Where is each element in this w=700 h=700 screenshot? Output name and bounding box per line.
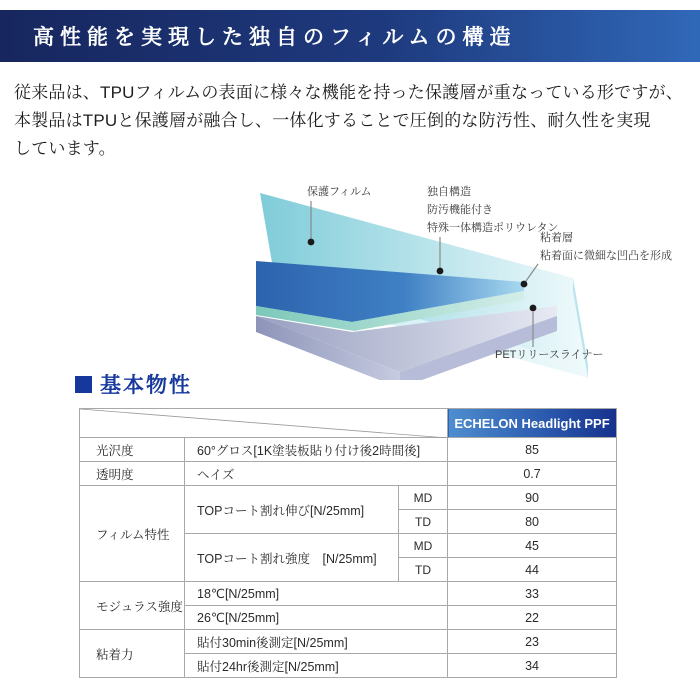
row-direction: TD [399,510,448,534]
product-column-header: ECHELON Headlight PPF [448,409,617,438]
label-antifouling: 防汚機能付き [427,204,493,216]
table-row [80,438,617,462]
row-value: 45 [448,534,617,558]
row-desc: 26℃[N/25mm] [185,606,448,630]
table-row [80,582,617,606]
table-row [80,486,617,510]
intro-line: しています。 [14,139,116,158]
table-header-row [80,409,617,438]
intro-line: 従来品は、TPUフィルムの表面に様々な機能を持った保護層が重なっている形ですが、 [14,83,683,102]
row-category: フィルム特性 [80,486,185,582]
row-value: 80 [448,510,617,534]
film-structure-diagram [250,175,695,380]
table-row [80,630,617,654]
label-unique-structure: 独自構造 [427,186,471,198]
row-desc: 60°グロス[1K塗装板貼り付け後2時間後] [185,438,448,462]
label-polyurethane: 特殊一体構造ポリウレタン [427,222,559,234]
header-blank-cell [80,409,448,438]
row-value: 33 [448,582,617,606]
intro-line: 本製品はTPUと保護層が融合し、一体化することで圧倒的な防汚性、耐久性を実現 [14,111,651,130]
row-category: 光沢度 [80,438,185,462]
row-value: 85 [448,438,617,462]
table-row [80,462,617,486]
row-value: 22 [448,606,617,630]
row-category: モジュラス強度 [80,582,185,630]
label-adhesive-detail: 粘着面に微細な凹凸を形成 [540,250,672,262]
row-desc: TOPコート割れ強度 [N/25mm] [185,534,399,582]
row-category: 粘着力 [80,630,185,678]
basic-properties-heading [75,369,192,399]
label-protective-film: 保護フィルム [307,186,372,198]
row-desc: 貼付30min後測定[N/25mm] [185,630,448,654]
heading-square-icon [75,376,92,393]
row-direction: MD [399,486,448,510]
row-category: 透明度 [80,462,185,486]
row-desc: TOPコート割れ伸び[N/25mm] [185,486,399,534]
heading-text: 基本物性 [100,374,192,397]
intro-paragraph [14,79,690,163]
diagonal-line [80,409,448,438]
row-direction: TD [399,558,448,582]
section-title-bar [0,10,700,62]
row-value: 23 [448,630,617,654]
label-adhesive-layer: 粘着層 [540,232,573,244]
row-value: 34 [448,654,617,678]
row-desc: 18℃[N/25mm] [185,582,448,606]
page-title: 高性能を実現した独自のフィルムの構造 [33,24,517,49]
label-pet-liner: PETリリースライナー [495,349,604,361]
properties-table [79,408,617,678]
film-layers-illustration [250,175,695,380]
row-desc: 貼付24hr後測定[N/25mm] [185,654,448,678]
row-direction: MD [399,534,448,558]
properties-table-wrap [79,408,617,678]
row-value: 0.7 [448,462,617,486]
row-value: 90 [448,486,617,510]
row-value: 44 [448,558,617,582]
row-desc: ヘイズ [185,462,448,486]
